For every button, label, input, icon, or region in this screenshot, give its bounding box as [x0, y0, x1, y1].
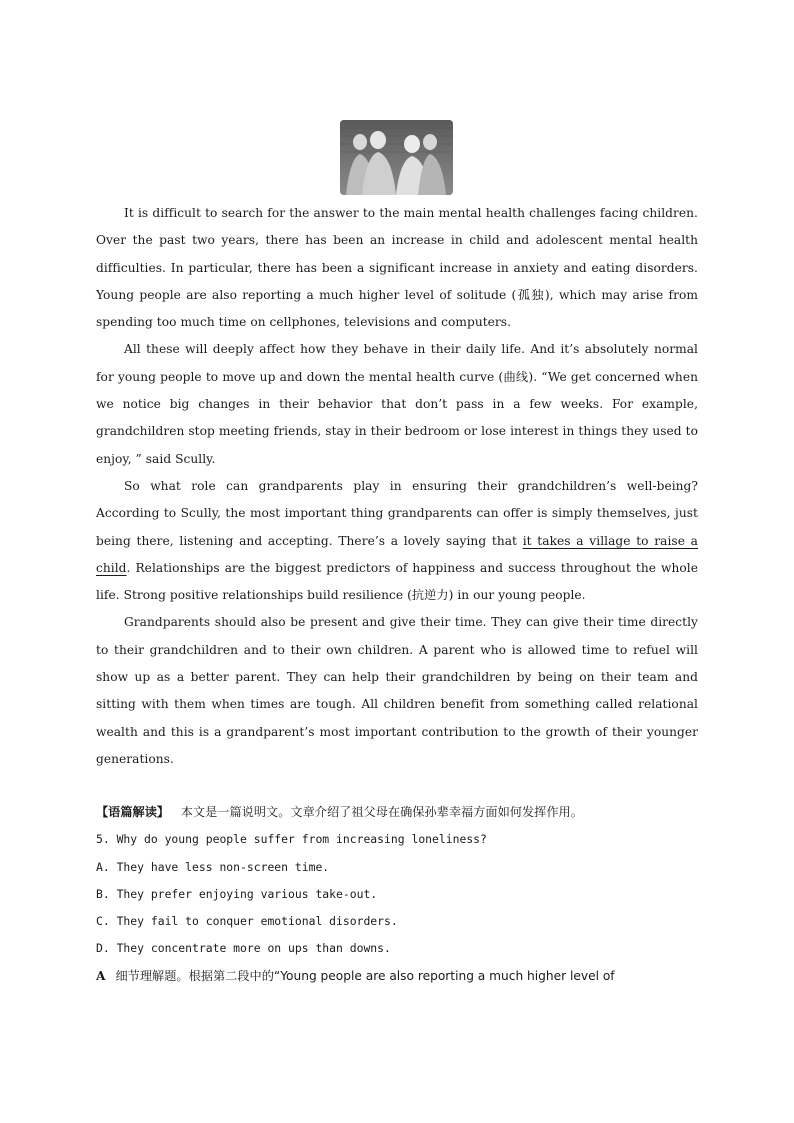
article-paragraph-3	[96, 473, 698, 609]
option-d: D. They concentrate more on ups than downs.	[96, 941, 391, 956]
article-body	[96, 200, 698, 773]
answer-key: A	[96, 968, 106, 983]
paragraph-3-after: . Relationships are the biggest predictors of happiness and success throughout the whole life. Strong positive relationships build resilience (抗逆力) in our young people.	[96, 560, 698, 603]
analysis-label: 【语篇解读】	[96, 805, 170, 819]
answer-line	[96, 963, 698, 990]
article-paragraph-1: It is difficult to search for the answer to the main mental health challenges facing children. Over the past two years, there has been an increase in child and adolescent mental health difficulties. In particular, there has been a significant increase in anxiety and eating disorders. Young people are also reporting a much higher level of solitude (孤独), which may arise from spending too much time on cellphones, televisions and computers.	[96, 206, 698, 330]
analysis-line	[96, 799, 698, 826]
underlined-phrase: it takes a village to raise a child	[96, 533, 698, 575]
option-c: C. They fail to conquer emotional disorders.	[96, 914, 398, 929]
answer-explanation: 细节理解题。根据第二段中的“Young people are also reporting a much higher level of	[115, 968, 615, 983]
option-b: B. They prefer enjoying various take-out.	[96, 886, 378, 901]
analysis-text: 本文是一篇说明文。文章介绍了祖父母在确保孙辈幸福方面如何发挥作用。	[180, 805, 583, 819]
question-section	[96, 799, 698, 990]
article-paragraph-2: All these will deeply affect how they behave in their daily life. And it’s absolutely normal for young people to move up and down the mental health curve (曲线). “We get concerned when we notice big changes in their behavior that don’t pass in a few weeks. For example, grandchildren stop meeting friends, stay in their bedroom or lose interest in things they used to enjoy, ” said Scully.	[96, 342, 698, 466]
family-photo	[340, 120, 453, 195]
article-paragraph-4: Grandparents should also be present and give their time. They can give their time directly to their grandchildren and to their own children. A parent who is allowed time to refuel will show up as a better parent. They can help their grandchildren by being on their team and sitting with them when times are tough. All children benefit from something called relational wealth and this is a grandparent’s most important contribution to the growth of their younger generations.	[96, 615, 698, 766]
question-stem: 5. Why do young people suffer from increasing loneliness?	[96, 832, 487, 847]
paragraph-3-before: So what role can grandparents play in ensuring their grandchildren’s well-being? According to Scully, the most important thing grandparents can offer is simply themselves, just being there, listening and accepting. There’s a lovely saying that	[96, 478, 698, 548]
option-a: A. They have less non-screen time.	[96, 859, 330, 874]
